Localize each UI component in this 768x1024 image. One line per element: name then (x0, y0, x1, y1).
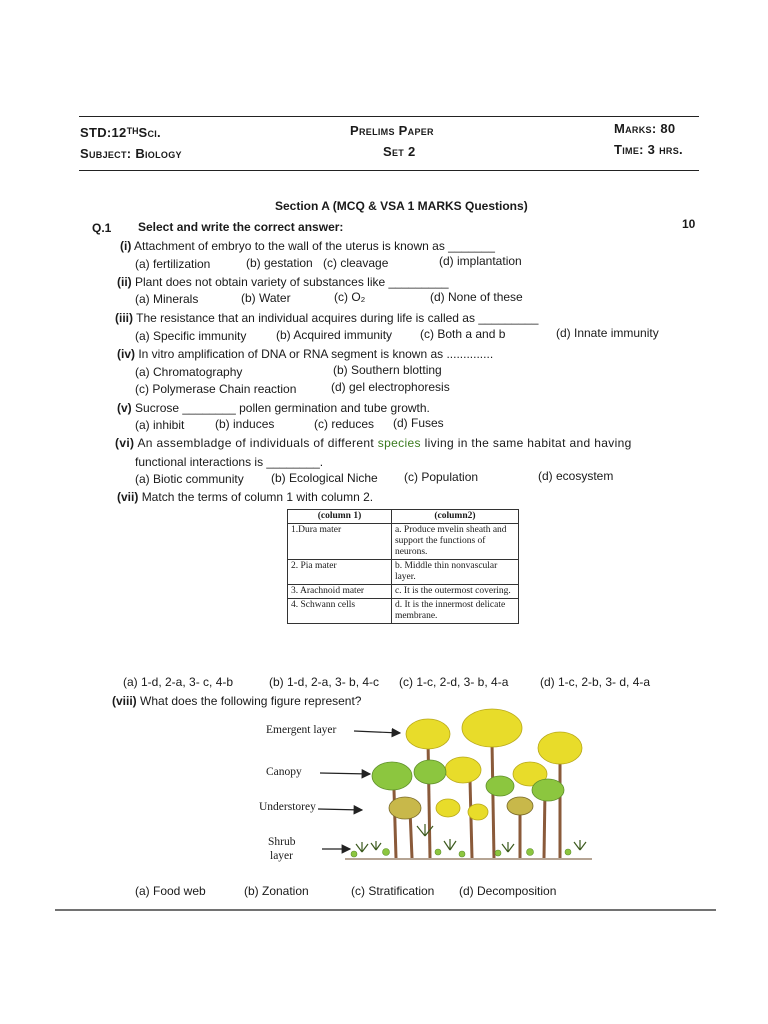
option-b: (b) 1-d, 2-a, 3- b, 4-c (269, 675, 380, 689)
table-row (288, 524, 519, 560)
question-iii (115, 311, 538, 325)
option-b: (b) Water (241, 291, 291, 305)
std-label: STD:12ᵀᴴSci. (80, 125, 161, 140)
question-vii (117, 490, 373, 504)
option-b: (b) Zonation (244, 884, 309, 898)
option-b: (b) Acquired immunity (276, 328, 393, 342)
option-c: (c) cleavage (323, 256, 389, 270)
option-c: (c) O₂ (334, 290, 366, 304)
question-text: living in the same habitat and having (424, 436, 632, 450)
table-cell: a. Produce mvelin sheath and support the functions of neurons. (391, 524, 518, 560)
option-d: (d) ecosystem (538, 469, 614, 483)
header-top-rule (79, 116, 699, 117)
canopy-arrow (320, 773, 370, 774)
question-text: Sucrose ________ pollen germination and tube growth. (135, 401, 430, 415)
table-row (288, 585, 519, 599)
table-cell: 1.Dura mater (288, 524, 392, 560)
table-cell: 2. Pia mater (288, 560, 392, 585)
option-c: (c) Population (404, 470, 479, 484)
option-c: (c) Both a and b (420, 327, 506, 341)
option-c: (c) 1-c, 2-d, 3- b, 4-a (399, 675, 509, 689)
shrub-layer-label: layer (270, 850, 293, 862)
question-vi (115, 436, 632, 450)
question-text: In vitro amplification of DNA or RNA segment is known as .............. (138, 347, 494, 361)
table-header-row (288, 510, 519, 524)
option-b: (b) Southern blotting (333, 363, 442, 377)
set-label: Set 2 (383, 144, 416, 159)
option-d: (d) Innate immunity (556, 326, 659, 340)
option-a: (a) Chromatography (135, 365, 243, 379)
question-ii (117, 275, 449, 289)
option-d: (d) Decomposition (459, 884, 557, 898)
question-i (120, 239, 495, 253)
marks-label: Marks: 80 (614, 121, 676, 136)
table-cell: b. Middle thin nonvascular layer. (391, 560, 518, 585)
question-label: (vi) (115, 436, 135, 450)
question-text-highlight: species (377, 436, 421, 450)
question-iv (117, 347, 493, 361)
subject-label: Subject: Biology (80, 146, 182, 161)
q1-number: Q.1 (92, 221, 112, 235)
section-title: Section A (MCQ & VSA 1 MARKS Questions) (275, 199, 528, 213)
q1-marks: 10 (682, 217, 696, 231)
table-cell: c. It is the outermost covering. (391, 585, 518, 599)
option-b: (b) Ecological Niche (271, 471, 378, 485)
match-table (287, 509, 519, 624)
question-v (117, 401, 430, 415)
option-c: (c) Stratification (351, 884, 435, 898)
question-vi-continued: functional interactions is ________. (135, 455, 324, 469)
question-text: Plant does not obtain variety of substances like _________ (135, 275, 449, 289)
option-d: (d) 1-c, 2-b, 3- d, 4-a (540, 675, 651, 689)
column-header: (column 1) (288, 510, 392, 524)
table-row (288, 560, 519, 585)
q1-instruction: Select and write the correct answer: (138, 220, 344, 234)
option-a: (a) 1-d, 2-a, 3- c, 4-b (123, 675, 234, 689)
time-label: Time: 3 hrs. (614, 142, 683, 157)
question-text: The resistance that an individual acquires during life is called as _________ (136, 311, 539, 325)
question-viii (112, 694, 361, 708)
option-d: (d) implantation (439, 254, 522, 268)
paper-title: Prelims Paper (350, 123, 434, 138)
option-a: (a) fertilization (135, 257, 211, 271)
question-label: (viii) (112, 694, 137, 708)
question-text: Attachment of embryo to the wall of the uterus is known as _______ (134, 239, 495, 253)
option-d: (d) gel electrophoresis (331, 380, 450, 394)
column-header: (column2) (391, 510, 518, 524)
header-bottom-rule (79, 170, 699, 171)
question-label: (iv) (117, 347, 135, 361)
option-d: (d) None of these (430, 290, 523, 304)
option-a: (a) Biotic community (135, 472, 244, 486)
option-c: (c) reduces (314, 417, 375, 431)
option-a: (a) inhibit (135, 418, 185, 432)
question-label: (v) (117, 401, 132, 415)
question-text: An assembladge of individuals of different (137, 436, 375, 450)
question-label: (vii) (117, 490, 139, 504)
question-text: What does the following figure represent? (140, 694, 362, 708)
table-row (288, 599, 519, 624)
question-label: (iii) (115, 311, 133, 325)
understorey-arrow (318, 809, 362, 810)
option-a: (a) Food web (135, 884, 206, 898)
option-b: (b) induces (215, 417, 275, 431)
table-cell: 3. Arachnoid mater (288, 585, 392, 599)
option-c: (c) Polymerase Chain reaction (135, 382, 297, 396)
table-cell: 4. Schwann cells (288, 599, 392, 624)
option-a: (a) Specific immunity (135, 329, 247, 343)
question-label: (ii) (117, 275, 132, 289)
option-b: (b) gestation (246, 256, 313, 270)
shrub-label: Shrub (268, 836, 296, 848)
table-cell: d. It is the innermost delicate membrane. (391, 599, 518, 624)
understorey-label: Understorey (259, 801, 316, 813)
option-d: (d) Fuses (393, 416, 444, 430)
emergent-arrow (354, 731, 400, 733)
option-a: (a) Minerals (135, 292, 199, 306)
question-text: Match the terms of column 1 with column 2. (141, 490, 374, 504)
question-label: (i) (120, 239, 132, 253)
emergent-layer-label: Emergent layer (266, 724, 337, 736)
canopy-label: Canopy (266, 766, 302, 778)
